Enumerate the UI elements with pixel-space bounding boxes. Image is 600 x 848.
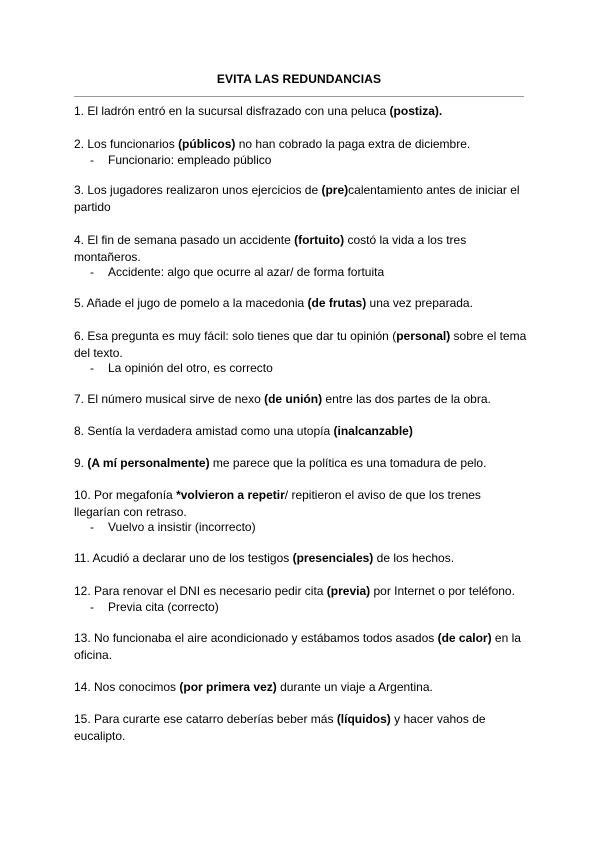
exercise-item-5 bbox=[74, 295, 529, 312]
item-text-end: una vez preparada. bbox=[366, 296, 473, 310]
item-text: 12. Para renovar el DNI es necesario pedir cita bbox=[74, 584, 327, 598]
exercise-item-12 bbox=[74, 583, 529, 600]
exercise-item-3 bbox=[74, 182, 529, 215]
exercise-item-14 bbox=[74, 679, 529, 696]
exercise-item-2 bbox=[74, 136, 529, 153]
item-redundancy: (de unión) bbox=[264, 392, 323, 406]
item-redundancy: (fortuito) bbox=[294, 233, 345, 247]
exercise-item-8 bbox=[74, 423, 529, 440]
item-redundancy: (A mí personalmente) bbox=[87, 456, 210, 470]
note-dash: - bbox=[90, 600, 94, 614]
note-item-6 bbox=[90, 360, 520, 376]
exercise-item-4 bbox=[74, 232, 529, 265]
item-redundancy: (por primera vez) bbox=[179, 680, 277, 694]
item-text: 2. Los funcionarios bbox=[74, 137, 179, 151]
item-text: 5. Añade el jugo de pomelo a la macedonia bbox=[74, 296, 308, 310]
title-divider bbox=[74, 96, 524, 97]
item-text-end: de los hechos. bbox=[373, 551, 455, 565]
note-text: Previa cita (correcto) bbox=[108, 600, 219, 614]
note-dash: - bbox=[90, 153, 94, 167]
item-text-end: me parece que la política es una tomadura de pelo. bbox=[209, 456, 487, 470]
item-redundancy: *volvieron a repetir bbox=[176, 488, 285, 502]
item-text-end: costó la vida a los tres montañeros. bbox=[74, 233, 467, 264]
note-item-4 bbox=[90, 264, 520, 280]
item-redundancy: (previa) bbox=[326, 584, 371, 598]
exercise-item-13 bbox=[74, 630, 529, 663]
item-text: 1. El ladrón entró en la sucursal disfrazado con una peluca bbox=[74, 104, 390, 118]
note-text: Accidente: algo que ocurre al azar/ de forma fortuita bbox=[108, 265, 385, 279]
item-text-end: sobre el tema del texto. bbox=[74, 329, 527, 360]
item-text: 6. Esa pregunta es muy fácil: solo tienes que dar tu opinión ( bbox=[74, 329, 397, 343]
item-redundancy: (líquidos) bbox=[336, 712, 391, 726]
exercise-item-7 bbox=[74, 391, 529, 408]
item-redundancy: (postiza). bbox=[389, 104, 443, 118]
item-text: 4. El fin de semana pasado un accidente bbox=[74, 233, 295, 247]
item-text: 8. Sentía la verdadera amistad como una utopía bbox=[74, 424, 334, 438]
note-dash: - bbox=[90, 520, 94, 534]
exercise-item-11 bbox=[74, 550, 529, 567]
note-text: La opinión del otro, es correcto bbox=[108, 361, 273, 375]
item-text-end: entre las dos partes de la obra. bbox=[322, 392, 491, 406]
note-dash: - bbox=[90, 361, 94, 375]
exercise-item-1 bbox=[74, 103, 529, 120]
item-text-end: en la oficina. bbox=[74, 631, 521, 662]
item-text: 3. Los jugadores realizaron unos ejercicios de bbox=[74, 183, 322, 197]
note-item-10 bbox=[90, 519, 520, 535]
exercise-item-9 bbox=[74, 455, 529, 472]
item-text-end: calentamiento antes de iniciar el partido bbox=[74, 183, 520, 214]
item-text: 7. El número musical sirve de nexo bbox=[74, 392, 265, 406]
item-text: 10. Por megafonía bbox=[74, 488, 177, 502]
item-redundancy: (pre) bbox=[321, 183, 349, 197]
item-redundancy: (públicos) bbox=[178, 137, 236, 151]
item-redundancy: (de frutas) bbox=[307, 296, 367, 310]
item-redundancy: (presenciales) bbox=[292, 551, 374, 565]
exercise-item-10 bbox=[74, 487, 529, 520]
item-text: 13. No funcionaba el aire acondicionado y estábamos todos asados bbox=[74, 631, 438, 645]
item-text: 9. bbox=[74, 456, 88, 470]
item-redundancy: (inalcanzable) bbox=[333, 424, 413, 438]
note-item-2 bbox=[90, 152, 520, 168]
note-dash: - bbox=[90, 265, 94, 279]
item-redundancy: personal) bbox=[396, 329, 451, 343]
item-text-end: no han cobrado la paga extra de diciembre. bbox=[235, 137, 471, 151]
note-text: Vuelvo a insistir (incorrecto) bbox=[108, 520, 256, 534]
item-text-end: por Internet o por teléfono. bbox=[370, 584, 515, 598]
note-item-12 bbox=[90, 599, 520, 615]
exercise-item-6 bbox=[74, 328, 529, 361]
item-text: 15. Para curarte ese catarro deberías beber más bbox=[74, 712, 337, 726]
page-title: EVITA LAS REDUNDANCIAS bbox=[216, 72, 382, 86]
item-text: 14. Nos conocimos bbox=[74, 680, 180, 694]
item-text-end: durante un viaje a Argentina. bbox=[276, 680, 433, 694]
item-text-end: y hacer vahos de eucalipto. bbox=[74, 712, 486, 743]
item-redundancy: (de calor) bbox=[437, 631, 492, 645]
exercise-item-15 bbox=[74, 711, 529, 744]
item-text: 11. Acudió a declarar uno de los testigos bbox=[74, 551, 293, 565]
item-text-end: / repitieron el aviso de que los trenes llegarían con retraso. bbox=[74, 488, 481, 519]
note-text: Funcionario: empleado público bbox=[108, 153, 272, 167]
